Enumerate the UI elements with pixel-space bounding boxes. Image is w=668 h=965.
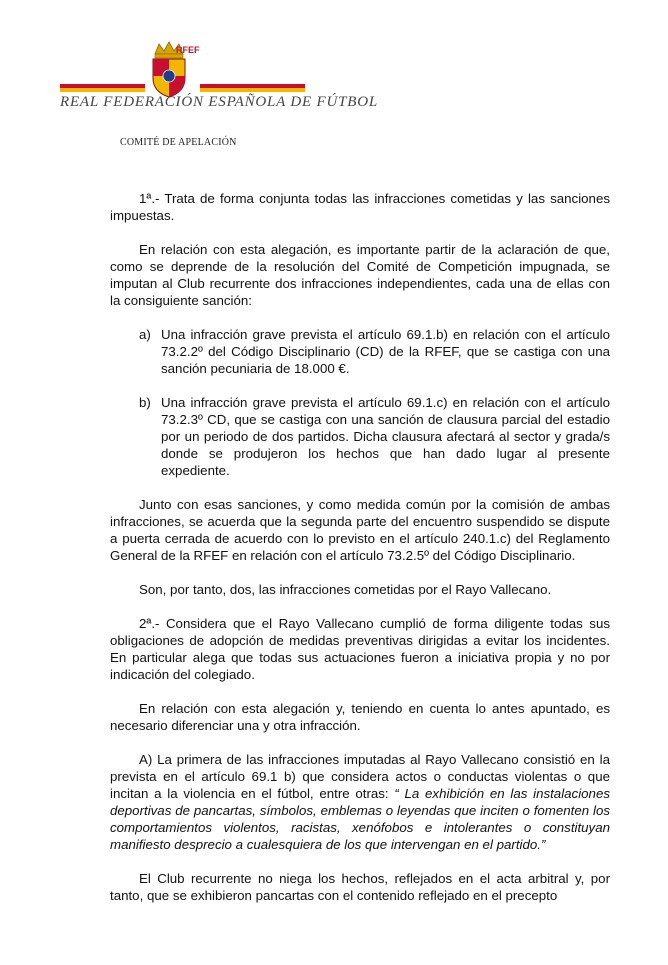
list-text-a: Una infracción grave prevista el artículo 69.1.b) en relación con el artículo 73.2.2º del Código Disciplinario (CD) de la RFEF, que se castiga con una sanción pecuniaria de 18.000 €. [161, 327, 610, 376]
list-marker-a: a) [139, 327, 151, 342]
document-body [110, 190, 610, 904]
paragraph-4: Son, por tanto, dos, las infracciones cometidas por el Rayo Vallecano. [139, 582, 552, 597]
list-marker-b: b) [139, 395, 151, 410]
letterhead [0, 0, 668, 160]
paragraph-6: En relación con esta alegación y, teniendo en cuenta lo antes apuntado, es necesario diferenciar una y otra infracción. [110, 701, 610, 733]
federation-name: REAL FEDERACIÓN ESPAÑOLA DE FÚTBOL [60, 94, 379, 110]
paragraph-7-quote: “ La exhibición en las instalaciones deportivas de pancartas, símbolos, emblemas o leyendas que inciten o fomenten los comportamientos violentos, racistas, xenófobos e intolerantes o constituyan manifiesto desprecio a cualesquiera de los que intervengan en el partido.” [110, 786, 610, 852]
paragraph-7 [110, 751, 610, 853]
paragraph-7-intro: A) La primera de las infracciones imputadas al Rayo Vallecano consistió en la prevista en el artículo 69.1 b) que considera actos o conductas violentas o que incitan a la violencia en el fútbol, entre otras: [110, 752, 610, 801]
paragraph-5: 2ª.- Considera que el Rayo Vallecano cumplió de forma diligente todas sus obligaciones de adopción de medidas preventivas dirigidas a evitar los incidentes. En particular alega que todas sus actuaciones fueron a iniciativa propia y no por indicación del colegiado. [110, 616, 610, 682]
list-item-a [139, 326, 610, 377]
rfef-logo-text: RFEF [176, 45, 200, 55]
paragraph-8: El Club recurrente no niega los hechos, reflejados en el acta arbitral y, por tanto, que se exhibieron pancartas con el contenido reflejado en el precepto [110, 871, 610, 903]
flag-stripe-yellow-left [60, 88, 145, 92]
flag-stripe-yellow-right [200, 88, 305, 92]
committee-name: COMITÉ DE APELACIÓN [120, 137, 237, 148]
paragraph-3: Junto con esas sanciones, y como medida común por la comisión de ambas infracciones, se acuerda que la segunda parte del encuentro suspendido se dispute a puerta cerrada de acuerdo con lo previsto en el artículo 240.1.c) del Reglamento General de la RFEF en relación con el artículo 73.2.5º del Código Disciplinario. [110, 497, 610, 563]
rfef-crest-icon [143, 40, 200, 100]
list-text-b: Una infracción grave prevista el artículo 69.1.c) en relación con el artículo 73.2.3º CD, que se castiga con una sanción de clausura parcial del estadio por un periodo de dos partidos. Dicha clausura afectará al sector y grada/s donde se produjeron los hechos que han dado lugar al presente expediente. [161, 395, 610, 478]
list-item-b [139, 394, 610, 479]
paragraph-2: En relación con esta alegación, es importante partir de la aclaración de que, como se deprende de la resolución del Comité de Competición impugnada, se imputan al Club recurrente dos infracciones independientes, cada una de ellas con la consiguiente sanción: [110, 242, 610, 308]
paragraph-1: 1ª.- Trata de forma conjunta todas las infracciones cometidas y las sanciones impuestas. [110, 191, 610, 223]
